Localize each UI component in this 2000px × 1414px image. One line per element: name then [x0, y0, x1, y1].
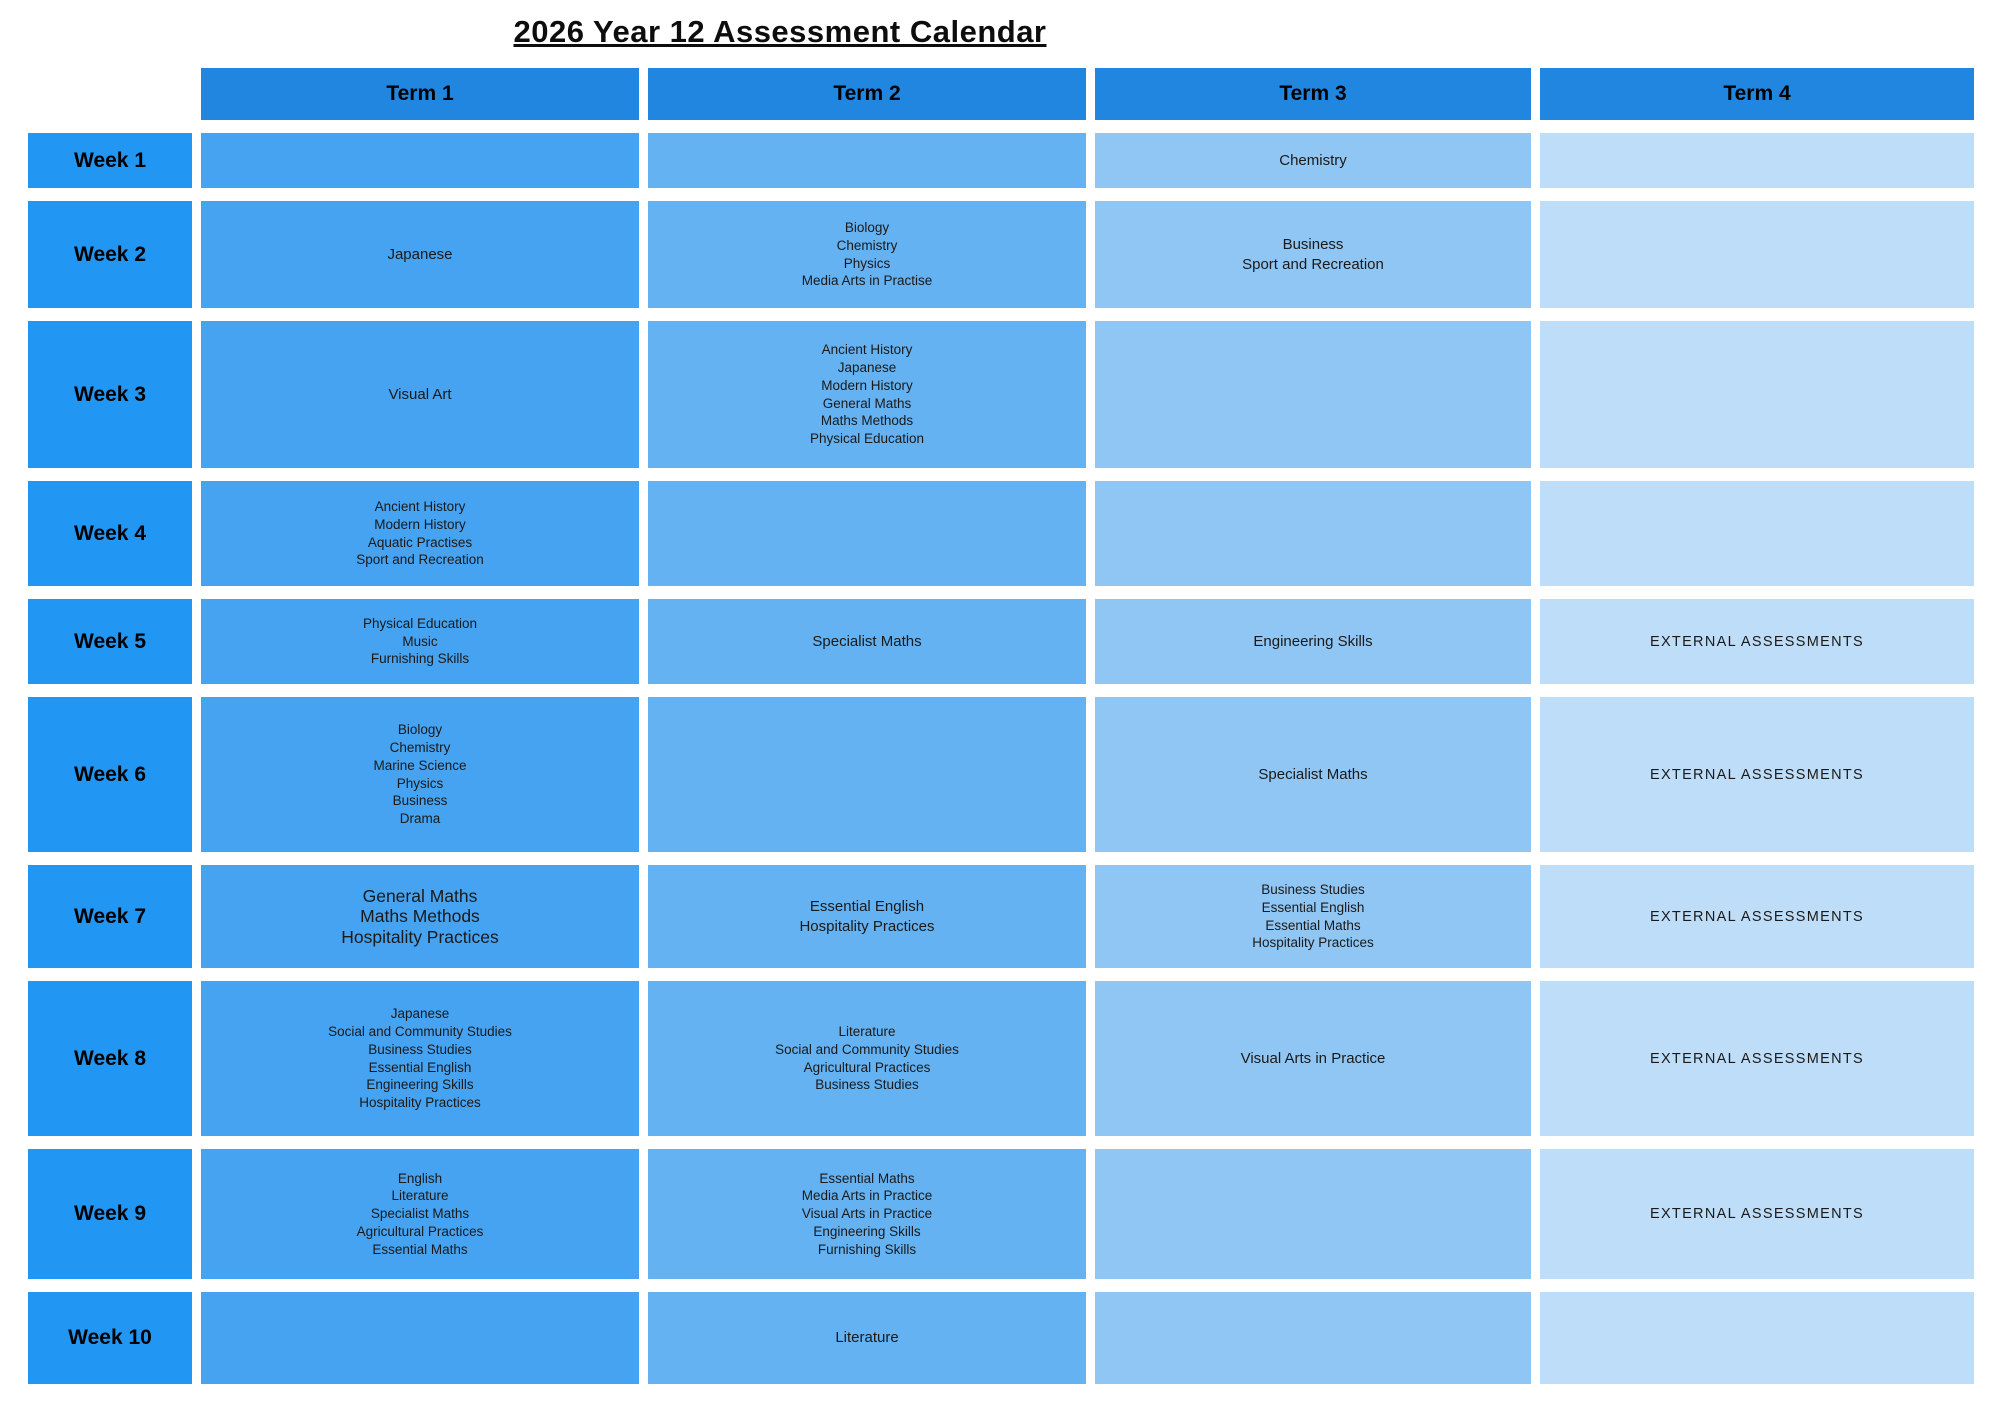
subject-label: General Maths [822, 395, 912, 411]
subject-label: Visual Arts in Practice [1240, 1049, 1386, 1067]
calendar-cell [648, 697, 1086, 852]
calendar-cell [1540, 133, 1974, 188]
subject-label: Essential English [1261, 899, 1365, 915]
subject-label: Japanese [837, 359, 897, 375]
calendar-cell [1540, 321, 1974, 468]
calendar-cell [201, 481, 639, 586]
subject-label: Hospitality Practices [799, 917, 935, 935]
calendar-cell [1095, 599, 1531, 684]
subject-label: Biology [844, 219, 890, 235]
subject-label: Essential English [809, 897, 925, 915]
calendar-cell [1095, 1149, 1531, 1279]
subject-label: Hospitality Practices [341, 926, 499, 947]
subject-label: EXTERNAL ASSESSMENTS [1649, 908, 1865, 925]
calendar-cell [1095, 133, 1531, 188]
calendar-cell [648, 201, 1086, 308]
subject-label: Maths Methods [820, 413, 914, 429]
term-header: Term 3 [1095, 68, 1531, 120]
page-title: 2026 Year 12 Assessment Calendar [513, 14, 1047, 49]
calendar-cell [1095, 481, 1531, 586]
subject-label: Modern History [374, 516, 466, 532]
week-label: Week 9 [28, 1149, 192, 1279]
week-label: Week 6 [28, 697, 192, 852]
subject-label: Music [402, 633, 438, 649]
week-label: Week 1 [28, 133, 192, 188]
subject-label: Marine Science [373, 757, 467, 773]
calendar-cell [1095, 321, 1531, 468]
subject-label: Specialist Maths [370, 1206, 470, 1222]
calendar-cell [201, 133, 639, 188]
subject-label: Social and Community Studies [775, 1041, 959, 1057]
week-label: Week 3 [28, 321, 192, 468]
subject-label: Ancient History [374, 498, 466, 514]
calendar-cell [648, 599, 1086, 684]
calendar-cell [648, 1292, 1086, 1384]
calendar-cell [648, 981, 1086, 1136]
subject-label: Agricultural Practices [356, 1223, 484, 1239]
subject-label: Drama [399, 811, 441, 827]
week-label: Week 2 [28, 201, 192, 308]
calendar-cell [1540, 865, 1974, 968]
calendar-cell [1540, 1149, 1974, 1279]
subject-label: Agricultural Practices [803, 1059, 931, 1075]
calendar-cell [648, 321, 1086, 468]
week-label: Week 8 [28, 981, 192, 1136]
subject-label: Business Studies [815, 1077, 919, 1093]
calendar-cell [648, 865, 1086, 968]
subject-label: Hospitality Practices [359, 1095, 481, 1111]
subject-label: EXTERNAL ASSESSMENTS [1649, 633, 1865, 650]
subject-label: Biology [397, 722, 443, 738]
subject-label: Furnishing Skills [817, 1241, 917, 1257]
calendar-cell [1540, 599, 1974, 684]
calendar-cell [1095, 1292, 1531, 1384]
week-label: Week 7 [28, 865, 192, 968]
subject-label: Sport and Recreation [356, 552, 484, 568]
subject-label: Visual Arts in Practice [801, 1206, 933, 1222]
calendar-cell [648, 481, 1086, 586]
subject-label: Maths Methods [360, 906, 480, 927]
term-header: Term 4 [1540, 68, 1974, 120]
corner-spacer [28, 68, 192, 120]
subject-label: Engineering Skills [813, 1223, 921, 1239]
week-label: Week 10 [28, 1292, 192, 1384]
subject-label: Modern History [821, 377, 913, 393]
calendar-cell [1540, 697, 1974, 852]
calendar-cell [1540, 1292, 1974, 1384]
week-label: Week 5 [28, 599, 192, 684]
subject-label: EXTERNAL ASSESSMENTS [1649, 1050, 1865, 1067]
subject-label: EXTERNAL ASSESSMENTS [1649, 766, 1865, 783]
subject-label: Sport and Recreation [1242, 255, 1384, 273]
subject-label: Essential English [368, 1059, 472, 1075]
subject-label: Physics [396, 775, 444, 791]
calendar-cell [201, 201, 639, 308]
subject-label: Engineering Skills [1253, 632, 1373, 650]
subject-label: Chemistry [389, 739, 451, 755]
subject-label: EXTERNAL ASSESSMENTS [1649, 1206, 1865, 1222]
calendar-cell [648, 133, 1086, 188]
subject-label: Business Studies [1261, 881, 1365, 897]
subject-label: Business [392, 793, 448, 809]
calendar-cell [1540, 981, 1974, 1136]
calendar-cell [648, 1149, 1086, 1279]
subject-label: Visual Art [388, 385, 452, 403]
subject-label: Japanese [387, 245, 453, 263]
subject-label: Essential Maths [1265, 917, 1361, 933]
subject-label: Physical Education [362, 615, 478, 631]
calendar-cell [1540, 201, 1974, 308]
subject-label: Aquatic Practises [367, 534, 473, 550]
calendar-cell [1095, 865, 1531, 968]
calendar-cell [201, 865, 639, 968]
subject-label: Chemistry [836, 237, 898, 253]
subject-label: Essential Maths [819, 1170, 915, 1186]
subject-label: Media Arts in Practise [801, 273, 933, 289]
calendar-cell [201, 981, 639, 1136]
subject-label: Essential Maths [372, 1241, 468, 1257]
term-header: Term 1 [201, 68, 639, 120]
calendar-cell [1095, 981, 1531, 1136]
week-label: Week 4 [28, 481, 192, 586]
subject-label: Literature [838, 1023, 896, 1039]
subject-label: Japanese [390, 1006, 450, 1022]
calendar-table [28, 68, 1974, 1384]
subject-label: Engineering Skills [366, 1077, 474, 1093]
subject-label: English [397, 1170, 443, 1186]
subject-label: Specialist Maths [1258, 765, 1368, 783]
subject-label: Literature [391, 1188, 449, 1204]
calendar-cell [1095, 697, 1531, 852]
calendar-cell [1095, 201, 1531, 308]
subject-label: Hospitality Practices [1252, 935, 1374, 951]
subject-label: Specialist Maths [812, 632, 922, 650]
calendar-cell [201, 599, 639, 684]
calendar-cell [201, 1149, 639, 1279]
subject-label: Literature [835, 1329, 899, 1346]
subject-label: Business Studies [368, 1041, 472, 1057]
calendar-cell [201, 697, 639, 852]
subject-label: Chemistry [1279, 151, 1347, 169]
calendar-cell [201, 1292, 639, 1384]
subject-label: Social and Community Studies [328, 1023, 512, 1039]
subject-label: Physics [843, 255, 891, 271]
calendar-cell [1540, 481, 1974, 586]
subject-label: General Maths [362, 885, 478, 906]
subject-label: Furnishing Skills [370, 651, 470, 667]
subject-label: Physical Education [809, 431, 925, 447]
term-header: Term 2 [648, 68, 1086, 120]
subject-label: Ancient History [821, 342, 913, 358]
subject-label: Media Arts in Practice [801, 1188, 933, 1204]
calendar-cell [201, 321, 639, 468]
subject-label: Business [1282, 235, 1344, 253]
